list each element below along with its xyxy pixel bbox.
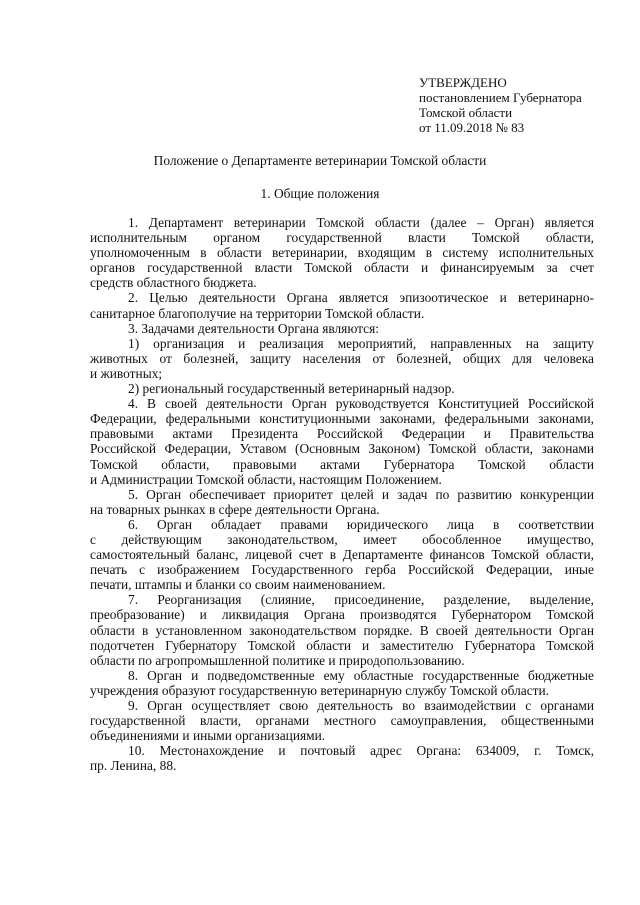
paragraph-line: санитарное благополучие на территории Томской области. [90,305,425,321]
approval-stamp [419,75,582,135]
paragraph-line: 10. Местонахождение и почтовый адрес Органа: 634009, г. Томск, [128,743,594,759]
paragraph [90,215,594,290]
paragraph-line: на товарных рынках в сфере деятельности Органа. [90,501,380,517]
paragraph-line: государственной власти, органами местного самоуправления, общественными [90,713,594,729]
paragraph-line: 8. Орган и подведомственные ему областные государственные бюджетные [128,667,594,683]
paragraph-line: подотчетен Губернатору Томской области и заместителю Губернатора Томской [90,637,594,653]
paragraph-line: области в установленном законодательством порядке. В своей деятельности Орган [90,622,594,638]
paragraph-line: объединениями и иными организациями. [90,728,326,744]
paragraph-line: и Администрации Томской области, настоящим Положением. [90,471,442,487]
paragraph-line: 2) региональный государственный ветеринарный надзор. [128,381,455,397]
approval-heading: УТВЕРЖДЕНО [419,75,507,90]
approval-date: от 11.09.2018 № 83 [419,120,525,135]
paragraph-line: органов государственной власти Томской области и финансируемым за счет [90,260,594,276]
paragraph-line: средств областного бюджета. [90,275,257,291]
document-body [90,215,594,773]
paragraph-line: и животных; [90,365,163,381]
paragraph-line: 5. Орган обеспечивает приоритет целей и задач по развитию конкуренции [128,486,594,502]
paragraph [90,381,594,396]
paragraph-line: Томской области, правовыми актами Губернатора Томской области [90,456,594,472]
paragraph-line: преобразование) и ликвидация Органа производятся Губернатором Томской [90,607,594,623]
paragraph-line: исполнительным органом государственной власти Томской области, [90,230,594,246]
paragraph [90,487,594,517]
paragraph [90,592,594,667]
section-title: 1. Общие положения [260,186,380,201]
paragraph-line: 3. Задачами деятельности Органа являются: [128,320,380,336]
paragraph-line: Российской Федерации, Уставом (Основным Законом) Томской области, законами [90,441,594,457]
approval-region: Томской области [419,105,513,120]
paragraph-line: 4. В своей деятельности Орган руководствуется Конституцией Российской [128,396,594,412]
paragraph-line: самостоятельный баланс, лицевой счет в Департаменте финансов Томской области, [90,547,594,563]
paragraph-line: Федерации, федеральными конституционными законами, федеральными законами, [90,411,594,427]
paragraph-line: 1) организация и реализация мероприятий, направленных на защиту [128,335,594,351]
paragraph-line: печать с изображением Государственного герба Российской Федерации, иные [90,562,594,578]
paragraph [90,396,594,487]
paragraph [90,290,594,320]
paragraph [90,743,594,773]
paragraph-line: правовыми актами Президента Российской Федерации и Правительства [90,426,594,442]
paragraph-line: 1. Департамент ветеринарии Томской области (далее – Орган) является [128,215,594,230]
paragraph-line: учреждения образуют государственную ветеринарную службу Томской области. [90,682,550,698]
paragraph [90,698,594,743]
paragraph [90,321,594,336]
paragraph-line: области по агропромышленной политике и природопользованию. [90,652,465,668]
paragraph-line: уполномоченным в области ветеринарии, входящим в систему исполнительных [90,245,594,261]
paragraph [90,336,594,381]
paragraph-line: 6. Орган обладает правами юридического лица в соответствии [128,516,594,532]
document-title: Положение о Департаменте ветеринарии Томской области [153,153,487,168]
paragraph [90,668,594,698]
paragraph-line: 9. Орган осуществляет свою деятельность во взаимодействии с органами [128,698,594,713]
paragraph-line: пр. Ленина, 88. [90,758,177,774]
paragraph-line: 2. Целью деятельности Органа является эпизоотическое и ветеринарно- [128,290,594,306]
paragraph-line: с действующим законодательством, имеет обособленное имущество, [90,531,594,547]
paragraph-line: животных от болезней, защиту населения от болезней, общих для человека [90,350,594,366]
paragraph-line: печати, штампы и бланки со своим наименованием. [90,577,386,593]
paragraph-line: 7. Реорганизация (слияние, присоединение, разделение, выделение, [128,592,594,608]
approval-decree: постановлением Губернатора [419,90,582,105]
paragraph [90,517,594,592]
